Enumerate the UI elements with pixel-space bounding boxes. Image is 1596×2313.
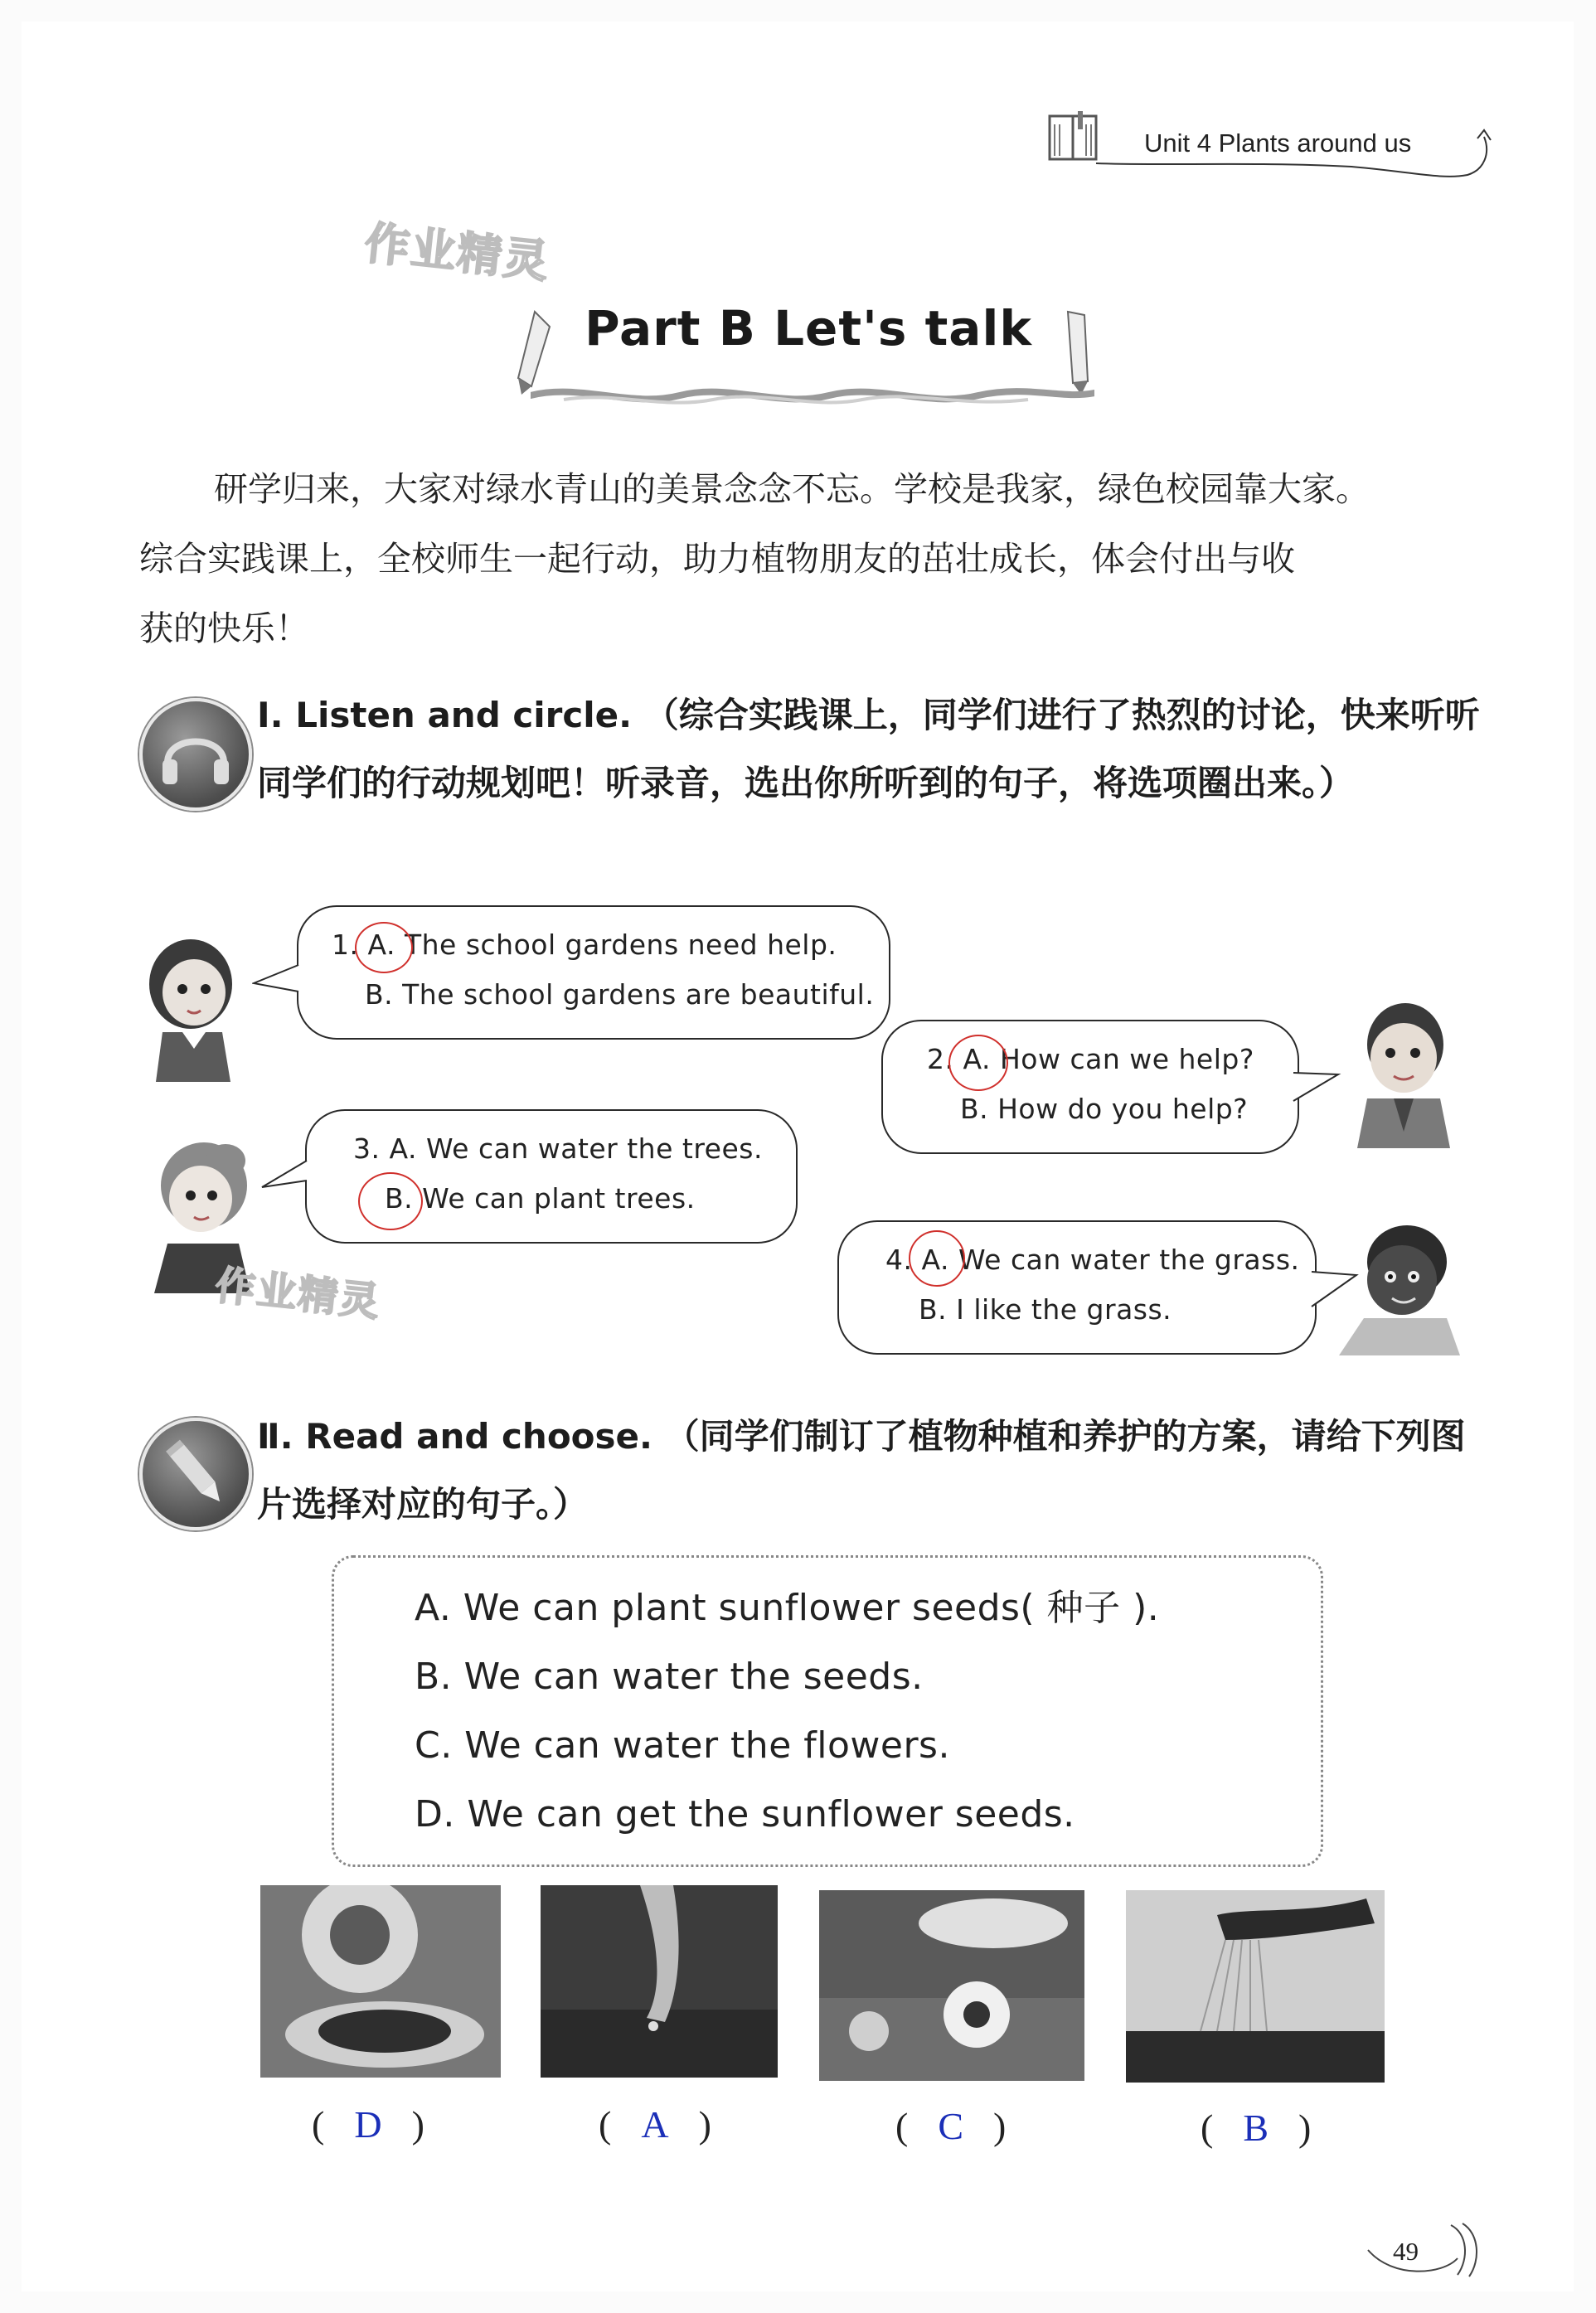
sunflower-seeds-photo	[260, 1885, 501, 2078]
answer-slot-4: ( B )	[1201, 2107, 1312, 2149]
answer-circle	[948, 1035, 1008, 1091]
bubble-tail	[260, 1157, 310, 1199]
intro-line: 研学归来，大家对绿水青山的美景念念不忘。学校是我家，绿色校园靠大家。	[214, 469, 1370, 509]
answer-circle	[358, 1172, 423, 1230]
bubble-tail	[1290, 1069, 1341, 1111]
dark-boy-character-icon	[1331, 1210, 1463, 1355]
section2-heading: Ⅱ. Read and choose.	[257, 1416, 652, 1457]
answer-value: D	[354, 2103, 382, 2146]
bubble-tail	[252, 962, 302, 1003]
bubble4-line-a: 4. A. We can water the grass.	[885, 1244, 1300, 1276]
intro-line: 综合实践课上，全校师生一起行动，助力植物朋友的茁壮成长，体会付出与收	[139, 539, 1295, 579]
section2-title	[257, 1403, 1484, 1539]
bubble2-line-a: 2. A. How can we help?	[927, 1043, 1254, 1075]
section1-instruction: （综合实践课上，同学们进行了热烈的讨论，快来听听同学们的行动规划吧！听录音，选出你所听到的句子，将选项圈出来。）	[257, 695, 1480, 803]
answer-slot-3: ( C )	[895, 2105, 1007, 2147]
headphones-icon	[139, 698, 252, 811]
intro-line: 获的快乐！	[139, 609, 309, 648]
bubble3-line-a: 3. A. We can water the trees.	[353, 1132, 763, 1165]
bubble2-line-b: B. How do you help?	[960, 1093, 1249, 1125]
intro-paragraph	[139, 454, 1482, 663]
watering-seeds-photo	[1126, 1890, 1385, 2083]
page-number: 49	[1393, 2237, 1419, 2266]
planting-seeds-photo	[541, 1885, 778, 2078]
answer-circle	[355, 922, 413, 973]
page-title: Part B Let's talk	[585, 300, 1032, 356]
section2-instruction: （同学们制订了植物种植和养护的方案，请给下列图片选择对应的句子。）	[257, 1416, 1466, 1525]
watermark: 作业精灵	[361, 216, 553, 289]
answer-slot-1: ( D )	[312, 2103, 424, 2146]
open-book-icon	[1046, 108, 1099, 167]
boy-character-icon	[1339, 987, 1463, 1148]
answer-slot-2: ( A )	[599, 2103, 711, 2146]
answer-value: A	[641, 2103, 669, 2146]
pencil-circle-icon	[139, 1418, 252, 1530]
choice-a: A. We can plant sunflower seeds( 种子 ).	[415, 1587, 1160, 1629]
title-wave-decoration	[531, 375, 1094, 416]
answer-circle	[909, 1230, 965, 1287]
bubble1-line-b: B. The school gardens are beautiful.	[365, 978, 875, 1011]
bubble1-line-a: 1. A. The school gardens need help.	[332, 929, 837, 961]
watermark: 作业精灵	[213, 1262, 383, 1326]
choice-c: C. We can water the flowers.	[415, 1724, 950, 1767]
section1-title	[257, 681, 1484, 817]
girl-character-icon	[139, 924, 247, 1082]
choices-list	[415, 1574, 1159, 1849]
answer-value: B	[1243, 2107, 1269, 2149]
unit-label: Unit 4 Plants around us	[1144, 128, 1412, 158]
section1-heading: Ⅰ. Listen and circle.	[257, 695, 633, 735]
bubble4-line-b: B. I like the grass.	[919, 1293, 1172, 1326]
choice-d: D. We can get the sunflower seeds.	[415, 1793, 1075, 1835]
bubble3-line-b: B. We can plant trees.	[385, 1182, 696, 1215]
choice-b: B. We can water the seeds.	[415, 1656, 924, 1698]
page-number-swirl	[1360, 2209, 1484, 2283]
watering-flowers-photo	[819, 1890, 1084, 2081]
answer-value: C	[938, 2105, 964, 2147]
